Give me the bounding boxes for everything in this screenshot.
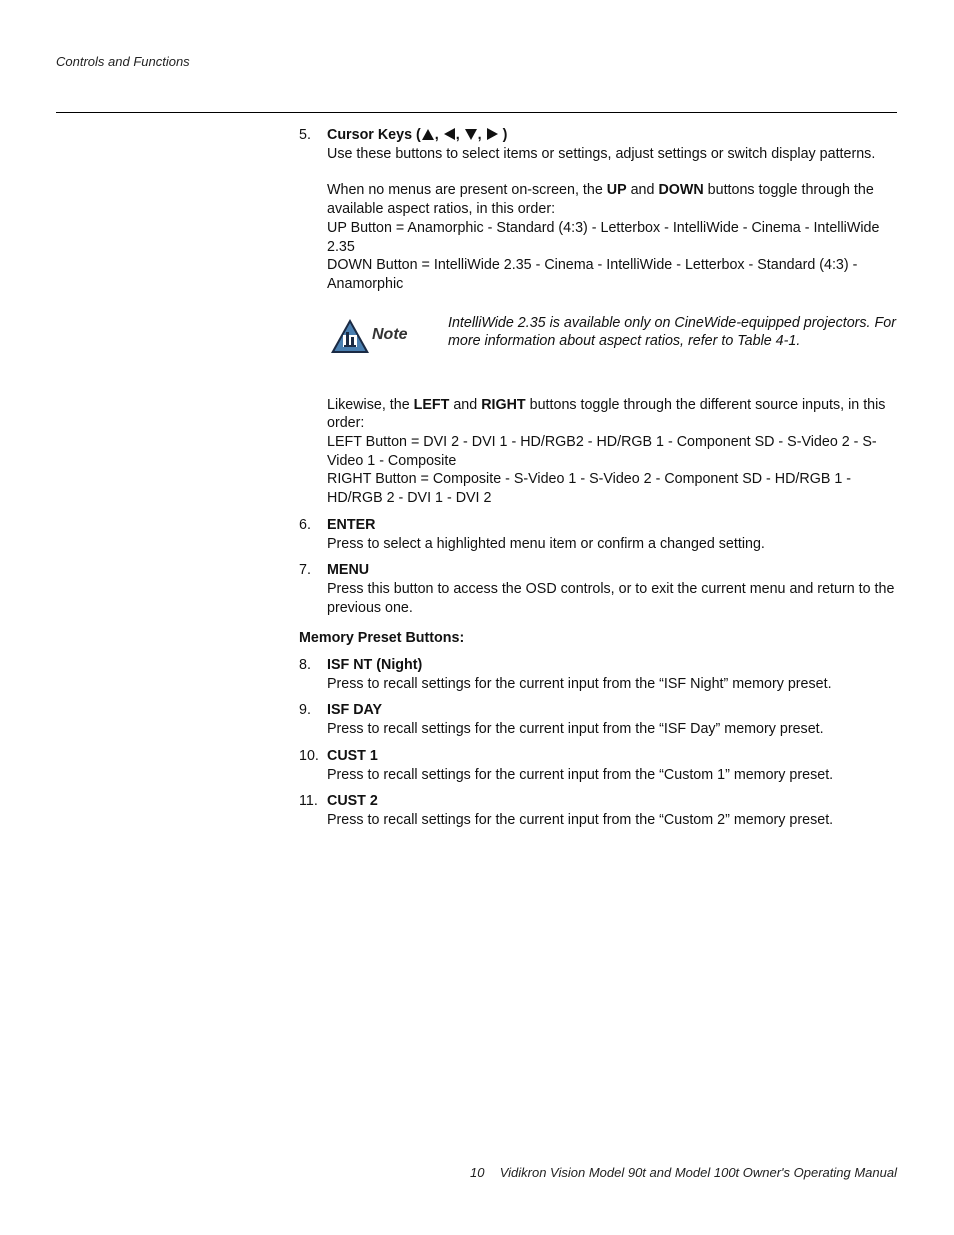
item-description: Use these buttons to select items or settings, adjust settings or switch display patterns. bbox=[327, 145, 876, 162]
memory-preset-heading: Memory Preset Buttons: bbox=[299, 630, 465, 647]
item-title: ENTER bbox=[327, 516, 376, 533]
page-content bbox=[299, 126, 899, 830]
right-button-order: RIGHT Button = Composite - S-Video 1 - S-Video 2 - Component SD - HD/RGB 1 - HD/RGB 2 - DVI 1 - DVI 2 bbox=[327, 471, 852, 507]
warning-triangle-icon bbox=[330, 318, 370, 354]
list-item-cursor-keys bbox=[299, 126, 899, 508]
item-title: CUST 1 bbox=[327, 747, 378, 764]
item-number: 8. bbox=[299, 657, 311, 674]
item-number: 5. bbox=[299, 127, 311, 143]
triangle-left-icon bbox=[444, 128, 455, 140]
running-head: Controls and Functions bbox=[56, 54, 190, 69]
item-number: 11. bbox=[299, 793, 318, 810]
triangle-up-icon bbox=[422, 129, 434, 140]
up-button-order: UP Button = Anamorphic - Standard (4:3) - Letterbox - IntelliWide - Cinema - IntelliWide 2.35 bbox=[327, 219, 880, 255]
down-button-order: DOWN Button = IntelliWide 2.35 - Cinema - IntelliWide - Letterbox - Standard (4:3) - Anamorphic bbox=[327, 257, 858, 292]
header-rule bbox=[56, 112, 897, 113]
list-item-menu bbox=[299, 561, 899, 617]
item-title: Cursor Keys ( , , , ) bbox=[327, 127, 508, 143]
manual-title: Vidikron Vision Model 90t and Model 100t Owner's Operating Manual bbox=[499, 1165, 897, 1180]
note-label: Note bbox=[372, 325, 408, 343]
note-box bbox=[299, 314, 899, 374]
page-number: 10 bbox=[470, 1165, 485, 1180]
item-description: Press to recall settings for the current input from the “ISF Day” memory preset. bbox=[327, 721, 824, 738]
item-number: 9. bbox=[299, 702, 311, 719]
item-number: 6. bbox=[299, 516, 311, 533]
item-description: Press to recall settings for the current input from the “Custom 2” memory preset. bbox=[327, 811, 834, 828]
item-description: Press to recall settings for the current input from the “ISF Night” memory preset. bbox=[327, 675, 832, 692]
item-title: ISF NT (Night) bbox=[327, 657, 423, 674]
item-description: Press to recall settings for the current input from the “Custom 1” memory preset. bbox=[327, 766, 834, 783]
item-number: 10. bbox=[299, 747, 319, 764]
triangle-down-icon bbox=[465, 129, 477, 140]
item-title: MENU bbox=[327, 562, 370, 579]
source-input-paragraph: Likewise, the LEFT and RIGHT buttons toggle through the different source inputs, in this order: bbox=[327, 396, 886, 432]
list-item-isf-day bbox=[299, 701, 899, 738]
item-number: 7. bbox=[299, 562, 311, 579]
list-item-cust1 bbox=[299, 747, 899, 784]
item-description: Press this button to access the OSD controls, or to exit the current menu and return to the previous one. bbox=[327, 580, 895, 616]
left-button-order: LEFT Button = DVI 2 - DVI 1 - HD/RGB2 - HD/RGB 1 - Component SD - S-Video 2 - S-Video 1 - Composite bbox=[327, 434, 877, 469]
list-item-cust2 bbox=[299, 792, 899, 829]
triangle-right-icon bbox=[487, 128, 498, 140]
list-item-isf-night bbox=[299, 656, 899, 693]
item-title: ISF DAY bbox=[327, 702, 383, 719]
item-description: Press to select a highlighted menu item or confirm a changed setting. bbox=[327, 535, 765, 552]
item-title: CUST 2 bbox=[327, 793, 378, 810]
aspect-ratio-paragraph: When no menus are present on-screen, the UP and DOWN buttons toggle through the available aspect ratios, in this order: bbox=[327, 182, 874, 218]
list-item-enter bbox=[299, 516, 899, 553]
note-text: IntelliWide 2.35 is available only on CineWide-equipped projectors. For more information about aspect ratios, refer to Table 4-1. bbox=[448, 314, 896, 350]
